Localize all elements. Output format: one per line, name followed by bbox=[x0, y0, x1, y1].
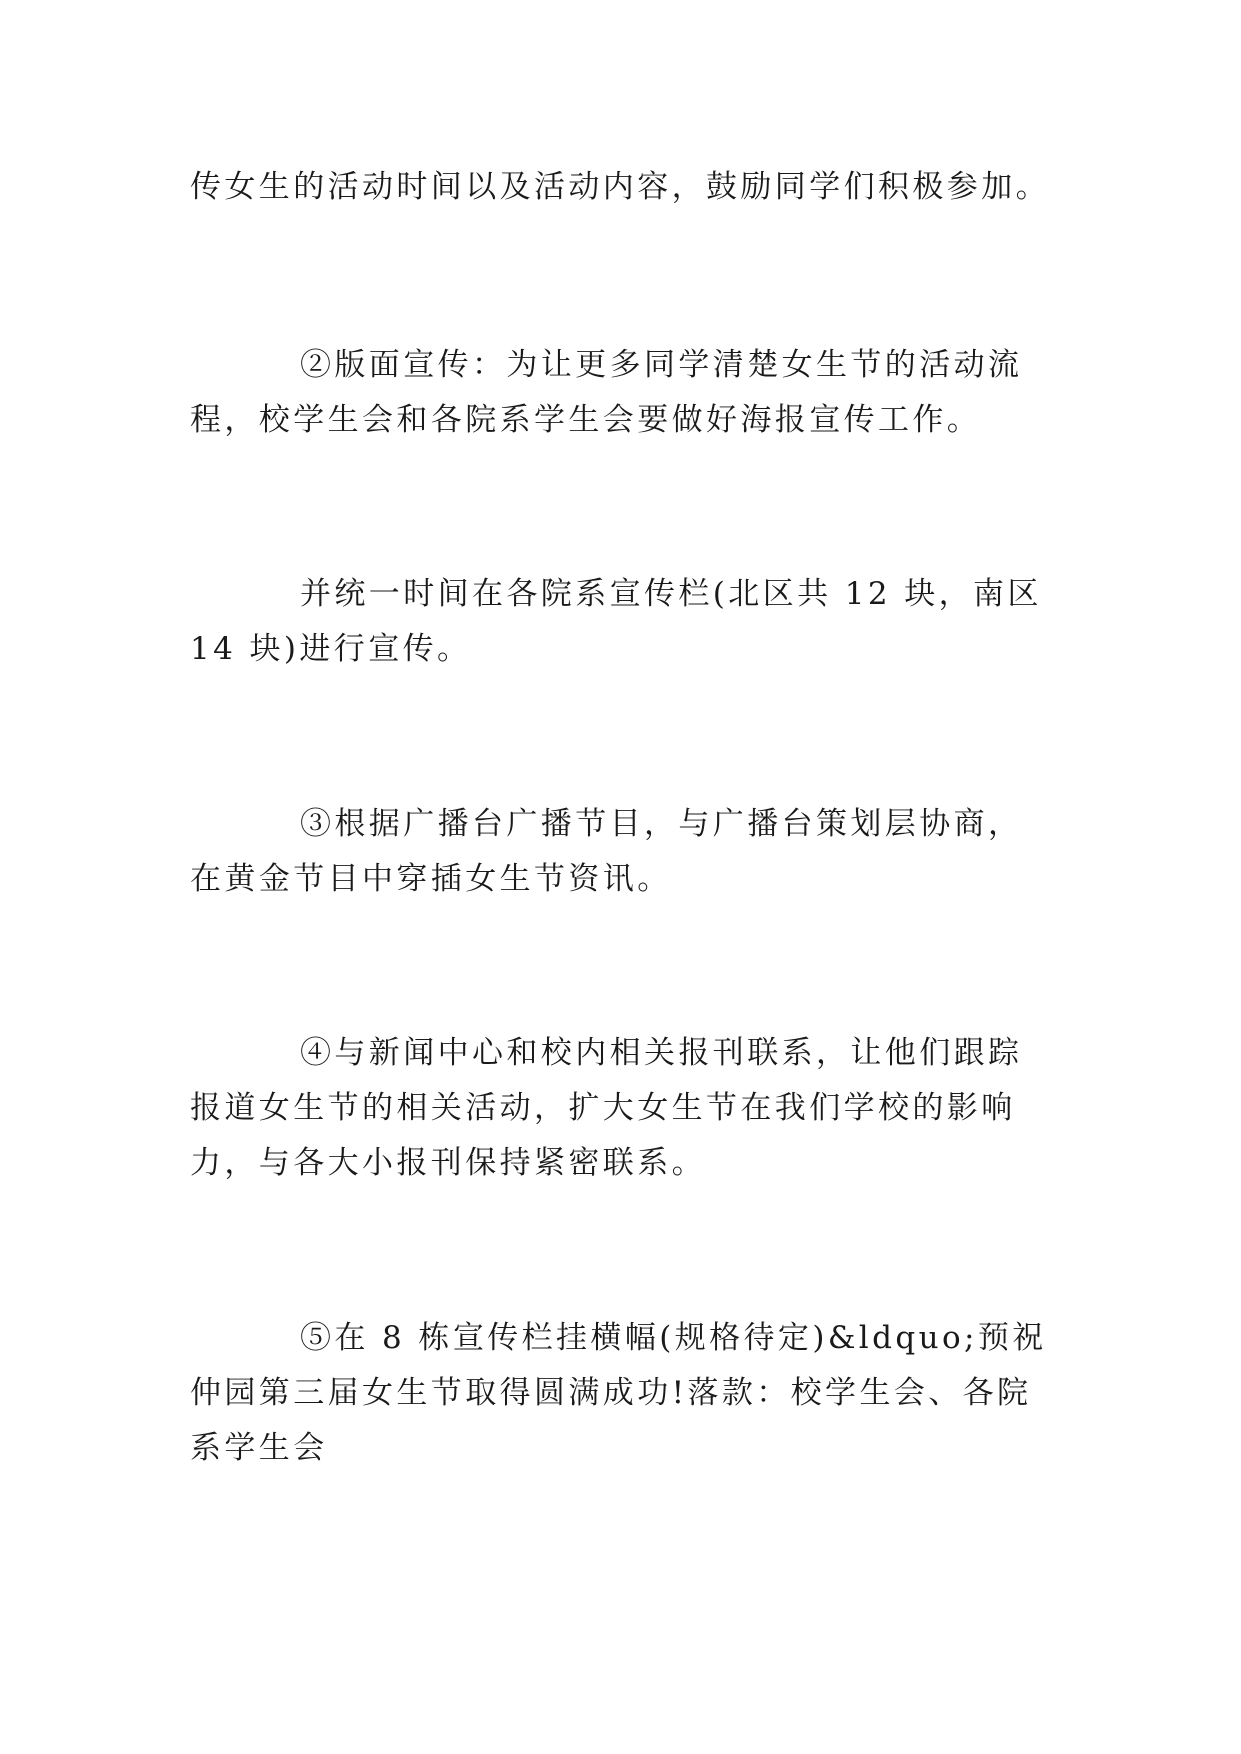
paragraph-continuation: 传女生的活动时间以及活动内容，鼓励同学们积极参加。 bbox=[190, 169, 1050, 205]
paragraph-broadcast: ③根据广播台广播节目，与广播台策划层协商，在黄金节目中穿插女生节资讯。 bbox=[190, 806, 1023, 897]
paragraph-news-center: ④与新闻中心和校内相关报刊联系，让他们跟踪报道女生节的相关活动，扩大女生节在我们学校的影响力，与各大小报刊保持紧密联系。 bbox=[190, 1035, 1023, 1181]
paragraph-layout-promotion: ②版面宣传：为让更多同学清楚女生节的活动流程，校学生会和各院系学生会要做好海报宣传工作。 bbox=[190, 347, 1023, 438]
paragraph-banner: ⑤在 8 栋宣传栏挂横幅(规格待定)&ldquo;预祝仲园第三届女生节取得圆满成功!落款：校学生会、各院系学生会 bbox=[190, 1320, 1047, 1466]
paragraph-bulletin-boards: 并统一时间在各院系宣传栏(北区共 12 块，南区 14 块)进行宣传。 bbox=[190, 576, 1056, 667]
